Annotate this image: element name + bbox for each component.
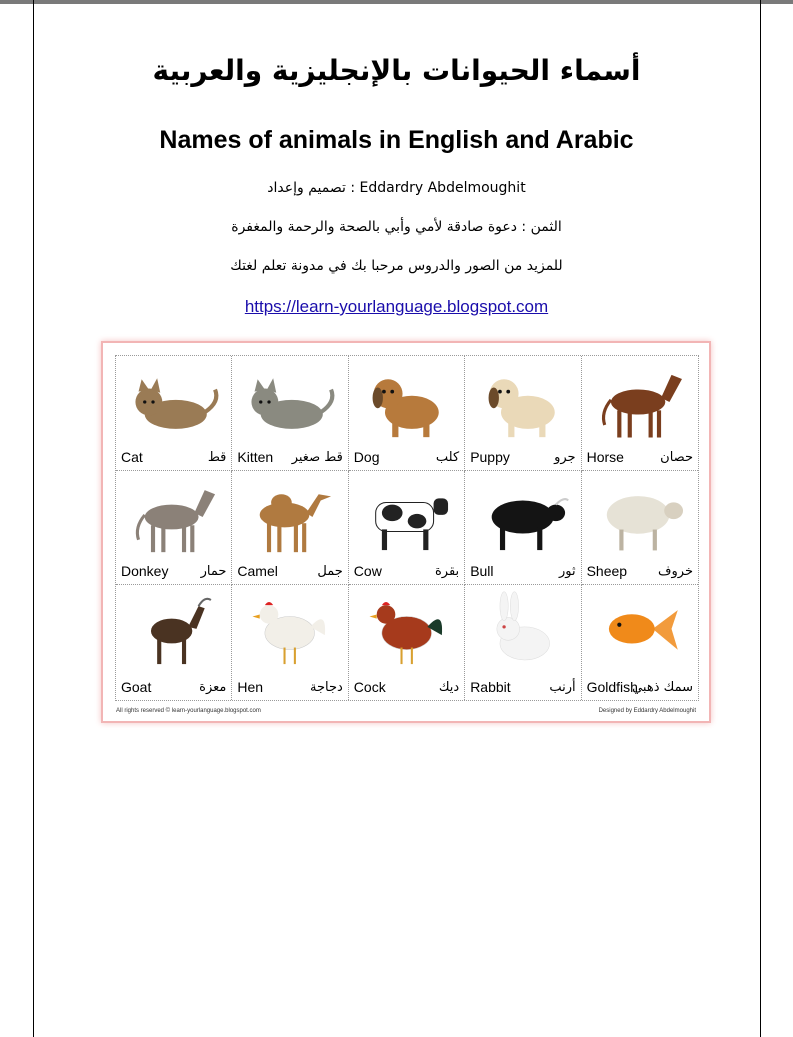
design-credit-line: تصميم وإعداد : Eddardry Abdelmoughit <box>267 180 526 196</box>
animal-name-arabic: كلب <box>435 449 460 465</box>
animal-name-arabic: بقرة <box>435 564 460 580</box>
animal-cell-horse <box>582 356 698 471</box>
animal-cell-goldfish <box>582 585 698 700</box>
animal-name-arabic: ثور <box>558 564 576 580</box>
animal-name-arabic: ديك <box>438 679 460 695</box>
english-title: Names of animals in English and Arabic <box>159 126 634 154</box>
animal-name-english: Cock <box>353 678 386 695</box>
animal-cell-puppy <box>465 356 581 471</box>
puppy-icon <box>471 360 574 444</box>
animal-name-english: Dog <box>353 448 380 465</box>
animal-name-english: Sheep <box>586 563 628 580</box>
animal-cell-kitten <box>232 356 348 471</box>
animal-name-arabic: سمك ذهبي <box>632 679 693 695</box>
arabic-title: أسماء الحيوانات بالإنجليزية والعربية <box>152 54 641 87</box>
animal-cell-cow <box>349 471 465 586</box>
price-line: الثمن : دعوة صادقة لأمي وأبي بالصحة والرحمة والمغفرة <box>231 219 562 235</box>
animal-name-arabic: معزة <box>199 679 227 695</box>
animal-cell-sheep <box>582 471 698 586</box>
dog-icon <box>355 360 458 444</box>
animal-name-arabic: جرو <box>554 449 576 465</box>
animal-name-english: Bull <box>470 563 494 580</box>
animals-grid <box>115 355 699 701</box>
rooster-icon <box>355 589 458 673</box>
animal-name-arabic: حصان <box>660 449 693 465</box>
animal-cell-camel <box>232 471 348 586</box>
animal-name-english: Donkey <box>121 563 169 580</box>
animal-cell-hen <box>232 585 348 700</box>
animal-name-arabic: جمل <box>317 564 343 580</box>
animal-cell-donkey <box>116 471 232 586</box>
animal-name-english: Hen <box>237 678 264 695</box>
animal-name-arabic: خروف <box>658 564 693 580</box>
animal-cell-cat <box>116 356 232 471</box>
animal-name-arabic: دجاجة <box>310 679 343 695</box>
goldfish-icon <box>588 589 692 673</box>
rabbit-icon <box>471 589 574 673</box>
horse-icon <box>588 360 692 444</box>
more-info-line: للمزيد من الصور والدروس مرحبا بك في مدونة تعلم لغتك <box>230 258 563 274</box>
cat-icon <box>122 360 225 444</box>
animal-cell-rabbit <box>465 585 581 700</box>
animal-cell-dog <box>349 356 465 471</box>
animal-name-english: Rabbit <box>470 678 511 695</box>
animal-cell-bull <box>465 471 581 586</box>
animals-card <box>101 341 711 723</box>
sheep-icon <box>588 475 692 559</box>
animal-cell-goat <box>116 585 232 700</box>
animal-name-english: Puppy <box>470 448 510 465</box>
animal-name-english: Horse <box>586 448 624 465</box>
hen-icon <box>238 589 341 673</box>
animal-name-english: Camel <box>237 563 278 580</box>
donkey-icon <box>122 475 225 559</box>
cow-icon <box>355 475 458 559</box>
page-right-border <box>760 0 761 1037</box>
page-top-edge <box>0 0 793 4</box>
kitten-icon <box>238 360 341 444</box>
bull-icon <box>471 475 574 559</box>
animal-name-english: Goat <box>121 678 152 695</box>
animal-name-arabic: قط <box>207 449 227 465</box>
goat-icon <box>122 589 225 673</box>
animal-name-arabic: حمار <box>200 564 227 580</box>
animal-name-english: Kitten <box>237 448 274 465</box>
animal-name-arabic: أرنب <box>549 679 576 695</box>
camel-icon <box>238 475 341 559</box>
animal-name-english: Cat <box>121 448 143 465</box>
animal-name-english: Goldfish <box>586 678 638 695</box>
footer-designer: Designed by Eddardry Abdelmoughit <box>598 708 696 714</box>
blog-link[interactable]: https://learn-yourlanguage.blogspot.com <box>244 297 549 316</box>
animal-name-english: Cow <box>353 563 382 580</box>
animal-cell-cock <box>349 585 465 700</box>
page-left-border <box>33 0 34 1037</box>
animal-name-arabic: قط صغير <box>291 449 343 465</box>
footer-copyright: All rights reserved © learn-yourlanguage.blogspot.com <box>116 708 261 714</box>
